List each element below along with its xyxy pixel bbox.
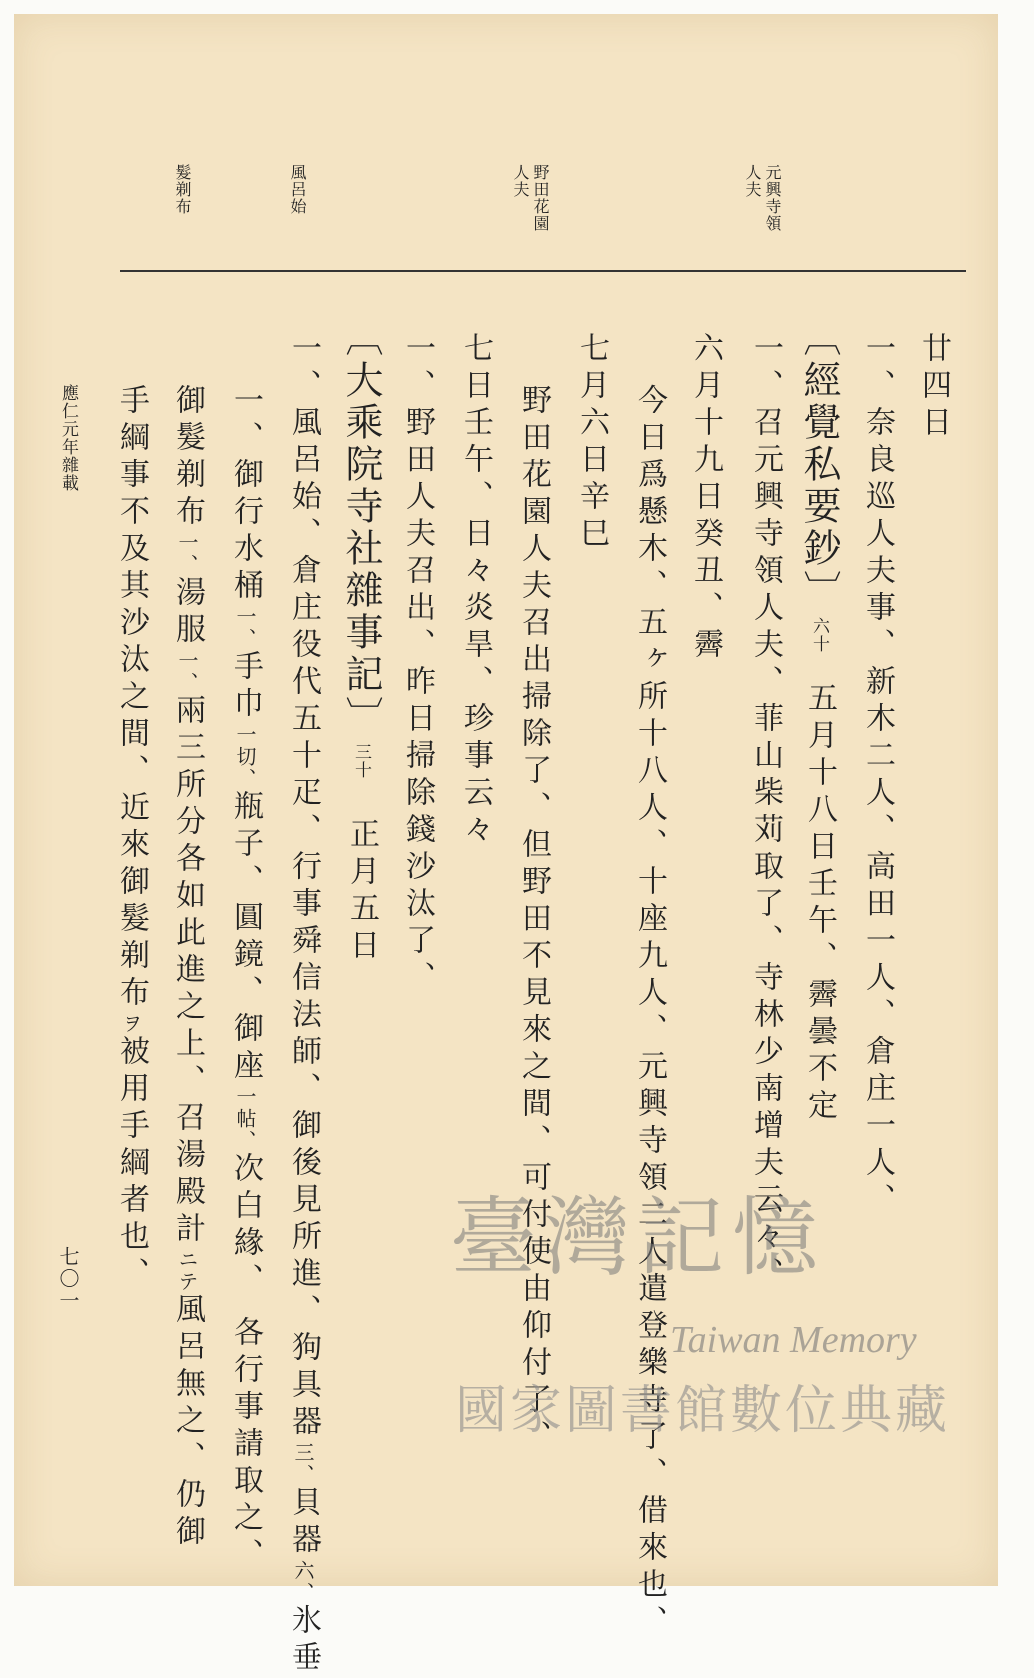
line-14-gloss-1: 一、 <box>175 532 199 576</box>
line-13-gloss-2: 一切、 <box>233 724 257 790</box>
line-1: 廿四日 <box>916 332 951 443</box>
line-9: 七日壬午、日々炎旱、珍事云々 <box>458 332 493 850</box>
header-note-1b <box>744 164 760 198</box>
source-vol-b: 三十 <box>351 743 371 780</box>
header-note-1-line2: 人夫 <box>743 164 762 198</box>
line-12-text-2: 貝器 <box>286 1486 321 1560</box>
header-note-3-line1: 風呂始 <box>288 164 307 215</box>
line-14-text-3: 兩三所分各如此進之上、召湯殿計 <box>170 694 205 1249</box>
line-15 <box>114 384 149 1294</box>
line-8: 野田花園人夫召出掃除了、但野田不見來之間、可付使由仰付了、 <box>516 384 551 1457</box>
watermark-english: Taiwan Memory <box>670 1319 917 1361</box>
header-note-2-line2: 人夫 <box>511 164 530 198</box>
line-12-gloss-1: 三、 <box>291 1442 315 1486</box>
header-note-2b <box>512 164 528 198</box>
watermark-calligraphy: 臺灣記憶 <box>450 1188 826 1288</box>
line-5: 六月十九日癸丑、霽 <box>688 332 723 665</box>
line-6: 今日爲懸木、五ヶ所十八人、十座九人、元興寺領二人遣登樂寺了、借來也、 <box>632 384 667 1642</box>
line-12-text: 一、風呂始、倉庄役代五十疋、行事舜信法師、御後見所進、狗具器 <box>286 332 321 1442</box>
header-note-2 <box>532 164 548 232</box>
header-note-4-line1: 髮剃布 <box>173 164 192 215</box>
line-13-text-2: 手巾 <box>228 650 263 724</box>
header-rule <box>120 270 966 272</box>
line-12 <box>286 332 321 1678</box>
line-14-gloss-3: ニテ <box>175 1249 199 1293</box>
source-title-daijoin: 〔大乘院寺社雜事記〕 <box>339 318 383 738</box>
line-14 <box>170 384 205 1552</box>
line-2: 一、奈良巡人夫事、新木二人、高田一人、倉庄一人、 <box>860 332 895 1220</box>
line-10: 一、野田人夫召出、昨日掃除錢沙汰了、 <box>400 332 435 998</box>
line-12-gloss-2: 六、 <box>291 1560 315 1604</box>
line-3-date: 五月十八日壬午、霽曇不定 <box>802 682 837 1127</box>
line-3 <box>797 318 841 1127</box>
line-15-gloss: ヲ <box>119 1013 143 1035</box>
line-7: 七月六日辛巳 <box>574 332 609 554</box>
page-number: 七〇一 <box>56 1246 80 1312</box>
line-4: 一、召元興寺領人夫、菲山柴苅取了、寺林少南增夫云々、 <box>748 332 783 1294</box>
line-13-text-5: 各行事請取之、 <box>228 1316 263 1575</box>
line-11 <box>339 318 383 967</box>
header-note-4 <box>174 164 190 215</box>
line-15-text: 手綱事不及其沙汰之間、近來御髮剃布 <box>114 384 149 1013</box>
header-note-3 <box>289 164 305 215</box>
header-note-1 <box>764 164 780 232</box>
line-11-date: 正月五日 <box>344 818 379 967</box>
line-14-text: 御髮剃布 <box>170 384 205 532</box>
line-13-text: 一、御行水桶 <box>228 384 263 606</box>
line-13-gloss-1: 一、 <box>233 606 257 650</box>
line-15-text-2: 被用手綱者也、 <box>114 1035 149 1294</box>
header-note-1-line1: 元興寺領 <box>763 164 782 232</box>
source-vol-a: 六十 <box>809 617 829 654</box>
running-title: 應仁元年雜載 <box>58 384 78 492</box>
line-13 <box>228 384 263 1575</box>
header-note-2-line1: 野田花園 <box>531 164 550 232</box>
line-14-gloss-2: 一、 <box>175 650 199 694</box>
source-title-keikaku: 〔經覺私要鈔〕 <box>797 318 841 612</box>
watermark-organization: 國家圖書館數位典藏 <box>455 1381 951 1441</box>
line-12-text-3: 氷垂 <box>286 1604 321 1678</box>
line-13-text-3: 瓶子、圓鏡、御座 <box>228 790 263 1086</box>
line-13-text-4: 次白緣、 <box>228 1152 263 1300</box>
line-14-text-2: 湯服 <box>170 576 205 650</box>
line-14-text-4: 風呂無之、仍御 <box>170 1293 205 1552</box>
line-13-gloss-3: 一帖、 <box>233 1086 257 1152</box>
